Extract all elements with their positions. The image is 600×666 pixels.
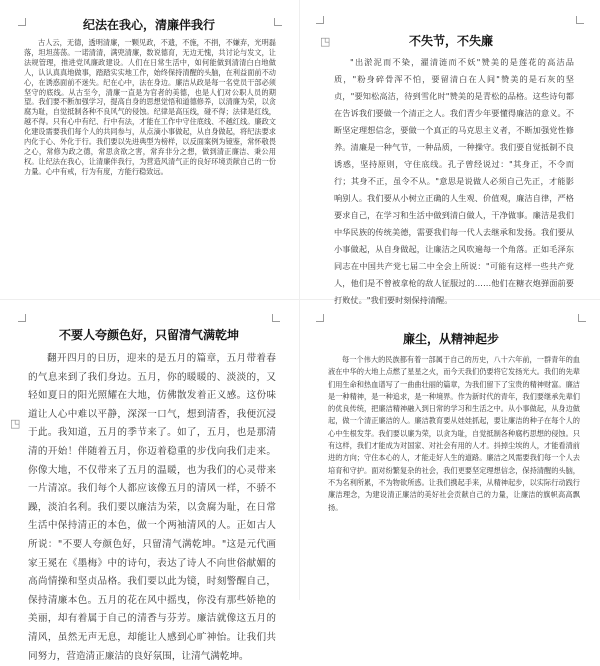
crop-mark bbox=[18, 314, 26, 322]
page-body: "出淤泥而不染，濯清涟而不妖"赞美的是莲花的高洁品质，"粉身碎骨浑不怕，要留清白在人间"赞美的是石灰的坚贞，"要知松高洁，待到雪化时"赞美的是青松的品格。这些诗句都在告诉我们要做一个清正之人。我们青少年要懂得廉洁的意义。不断坚定理想信念，要做一个真正的马克思主义者，不断加强党性修养。清廉是一种气节，一种品质，一种操守。我们要自觉抵制不良诱惑，坚持原则，守住底线。孔子曾经说过："其身正，不令而行；其身不正，虽令不从。"意思是说做人必须自己先正，才能影响别人。我们要从小树立正确的人生观、价值观，廉洁自律，严格要求自己，在学习和生活中做到清白做人，干净做事。廉洁是我们中华民族的传统美德，需要我们每一代人去继承和发扬。我们要从小事做起，从自身做起，让廉洁之风吹遍每一个角落。正如毛泽东同志在中国共产党七届二中全会上所说："可能有这样一些共产党人，他们是不曾被拿枪的敌人征服过的……他们在糖衣炮弹面前要打败仗。"我们要时刻保持清醒。 bbox=[334, 57, 574, 305]
page-title: 不失节，不失廉 bbox=[408, 34, 493, 48]
page-body: 古人云，无德，透明清廉，一颗见政，不遗，不施，不捐，不嫌弃，光明磊落，坦坦荡荡。一诺清清，满兜清廉，数说德育，无边无愧，共讨论与发文，让法规管理，推进党风廉政建设。人们在日常生活中，如何能做到清清白白地做人，认认真真地做事，踏踏实实地工作，始终保持清醒的头脑，在利益面前不动心，在诱惑面前不迷失。纪在心中，法在身边。廉洁从政是每一名党员干部必须坚守的底线。从古至今，清廉一直是为官者的美德，也是人们对公职人员的期望。我们要不断加强学习，提高自身的思想觉悟和道德修养，以清廉为荣，以贪腐为耻，自觉抵制各种不良风气的侵蚀。纪律是高压线，碰不得；法律是红线，越不得。只有心中有纪、行中有法，才能在工作中守住底线、不越红线。廉政文化建设需要我们每个人的共同参与，从点滴小事做起，从自身做起，将纪法要求内化于心、外化于行。我们要以先进典型为榜样，以反面案例为镜鉴，常怀敬畏之心，常修为政之德，常思贪欲之害，常弃非分之想，做到清正廉洁、秉公用权。让纪法在我心，让清廉伴我行，为营造风清气正的良好环境贡献自己的一份力量。心中有戒，行为有度，方能行稳致远。 bbox=[24, 38, 276, 176]
document-page-1 bbox=[4, 4, 294, 294]
crop-mark bbox=[576, 16, 584, 24]
document-page-4 bbox=[306, 306, 596, 596]
page-body: 翻开四月的日历，迎来的是五月的篇章，五月带着春的气息来到了我们身边。五月，你的暖暖的、淡淡的，又轻如夏日的阳光照耀在大地，仿佛散发着正义感。这份味道让人心中难以平静，深深一口气，想到清香，我便沉浸于此。我知道，五月的季节来了。如了，五月，也是那清清的开始！伴随着五月，你迈着稳重的步伐向我们走来。你像大地，不仅带来了五月的温暖，也为我们的心灵带来一片清凉。我们每个人都应该像五月的清风一样，不骄不躁，淡泊名利。我们要以廉洁为荣，以贪腐为耻，在日常生活中保持清正的本色，做一个两袖清风的人。正如古人所说："不要人夸颜色好，只留清气满乾坤。"这是元代画家王冕在《墨梅》中的诗句，表达了诗人不向世俗献媚的高尚情操和坚贞品格。我们要以此为镜，时刻警醒自己，保持清廉本色。五月的花在风中摇曳，你没有那些娇艳的美丽，却有着属于自己的清香与芬芳。廉洁就像这五月的清风，虽然无声无息，却能让人感到心旷神怡。让我们共同努力，营造清正廉洁的良好氛围，让清气满乾坤。 bbox=[28, 353, 276, 662]
crop-mark bbox=[316, 314, 324, 322]
crop-mark bbox=[578, 314, 586, 322]
page-body: 每一个伟大的民族都有着一部属于自己的历史，八十六年前，一群青年的血液在中华的大地上点燃了星星之火，而今天我们仍要将它发扬光大。我们的先辈们用生命和热血谱写了一曲曲壮丽的篇章，为我们留下了宝贵的精神财富。廉洁是一种精神，是一种追求，是一种境界。作为新时代的青年，我们要继承先辈们的优良传统，把廉洁精神融入到日常的学习和生活之中。从小事做起，从身边做起，做一个清正廉洁的人。廉洁教育要从娃娃抓起，要让廉洁的种子在每个人的心中生根发芽。我们要以廉为荣，以贪为耻，自觉抵制各种腐朽思想的侵蚀。只有这样，我们才能成为对国家、对社会有用的人才。抖掉尘埃的人，才能看清前进的方向；守住本心的人，才能走好人生的道路。廉洁之风需要我们每一个人去培育和守护。面对纷繁复杂的社会，我们更要坚定理想信念，保持清醒的头脑，不为名利所累，不为物欲所惑。让我们携起手来，从精神起步，以实际行动践行廉洁理念，为建设清正廉洁的美好社会贡献自己的力量，让廉洁的旗帜高高飘扬。 bbox=[328, 355, 580, 512]
crop-mark bbox=[274, 18, 282, 26]
document-page-3 bbox=[4, 306, 294, 662]
document-page-2 bbox=[306, 4, 596, 305]
page-title: 廉尘，从精神起步 bbox=[402, 332, 499, 346]
vertical-separator bbox=[299, 0, 300, 600]
crop-mark bbox=[316, 16, 324, 24]
page-title: 纪法在我心，清廉伴我行 bbox=[82, 18, 215, 32]
crop-mark bbox=[272, 314, 280, 322]
page-title: 不要人夸颜色好，只留清气满乾坤 bbox=[58, 328, 239, 342]
paragraph-marker-icon: ◳ bbox=[320, 35, 331, 48]
paragraph-marker-icon: ◳ bbox=[10, 417, 21, 430]
horizontal-separator bbox=[0, 299, 600, 300]
